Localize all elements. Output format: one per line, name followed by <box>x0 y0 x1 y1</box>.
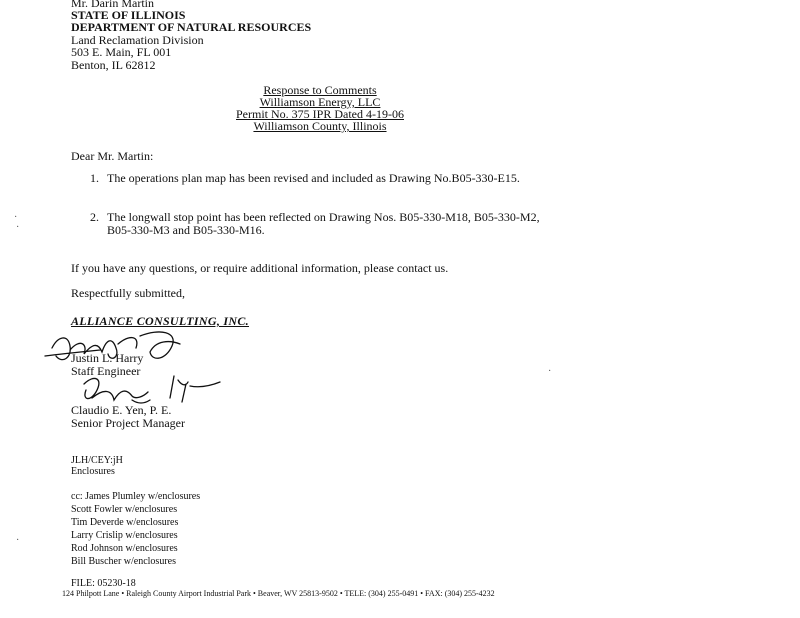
item-number: 1. <box>90 171 99 185</box>
reference-initials: JLH/CEY:jH <box>71 455 123 466</box>
cc-entry: Bill Buscher w/enclosures <box>71 556 176 567</box>
item-text: The operations plan map has been revised and included as Drawing No.B05-330-E15. <box>107 171 520 185</box>
recipient-agency-state: STATE OF ILLINOIS <box>71 8 186 22</box>
signer2-title: Senior Project Manager <box>71 416 185 430</box>
signer1-title: Staff Engineer <box>71 364 141 378</box>
subject-county: Williamson County, Illinois <box>253 119 387 133</box>
scan-mark: · <box>16 535 20 546</box>
item-number: 2. <box>90 210 99 224</box>
signer1-name: Justin L. Harry <box>71 351 144 365</box>
recipient-department: DEPARTMENT OF NATURAL RESOURCES <box>71 20 312 34</box>
signer2-name: Claudio E. Yen, P. E. <box>71 403 172 417</box>
cc-entry: Scott Fowler w/enclosures <box>71 504 178 515</box>
recipient-city: Benton, IL 62812 <box>71 58 156 72</box>
cc-entry: cc: James Plumley w/enclosures <box>71 491 201 502</box>
scan-mark: · <box>548 366 552 377</box>
enclosures-label: Enclosures <box>71 466 115 477</box>
recipient-street: 503 E. Main, FL 001 <box>71 45 172 59</box>
item-text-continued: B05-330-M3 and B05-330-M16. <box>107 223 265 237</box>
cc-entry: Tim Deverde w/enclosures <box>71 517 179 528</box>
subject-company: Williamson Energy, LLC <box>259 95 381 109</box>
recipient-name: Mr. Darin Martin <box>71 0 154 10</box>
firm-name: ALLIANCE CONSULTING, INC. <box>71 314 249 328</box>
subject-heading: Response to Comments <box>263 83 377 97</box>
subject-permit: Permit No. 375 IPR Dated 4-19-06 <box>236 107 404 121</box>
closing-paragraph: If you have any questions, or require additional information, please contact us. <box>71 261 449 275</box>
file-reference: FILE: 05230-18 <box>71 578 136 589</box>
letterhead-footer: 124 Philpott Lane • Raleigh County Airport Industrial Park • Beaver, WV 25813-9502 • TELE: (304) 255-0491 • FAX: (304) 255-4232 <box>62 589 495 598</box>
item-text: The longwall stop point has been reflected on Drawing Nos. B05-330-M18, B05-330-M2, <box>107 210 540 224</box>
closing-phrase: Respectfully submitted, <box>71 286 185 300</box>
scan-mark: · <box>14 212 18 223</box>
recipient-division: Land Reclamation Division <box>71 33 204 47</box>
scan-mark: · <box>16 222 20 233</box>
salutation: Dear Mr. Martin: <box>71 149 154 163</box>
cc-entry: Larry Crislip w/enclosures <box>71 530 178 541</box>
cc-entry: Rod Johnson w/enclosures <box>71 543 178 554</box>
